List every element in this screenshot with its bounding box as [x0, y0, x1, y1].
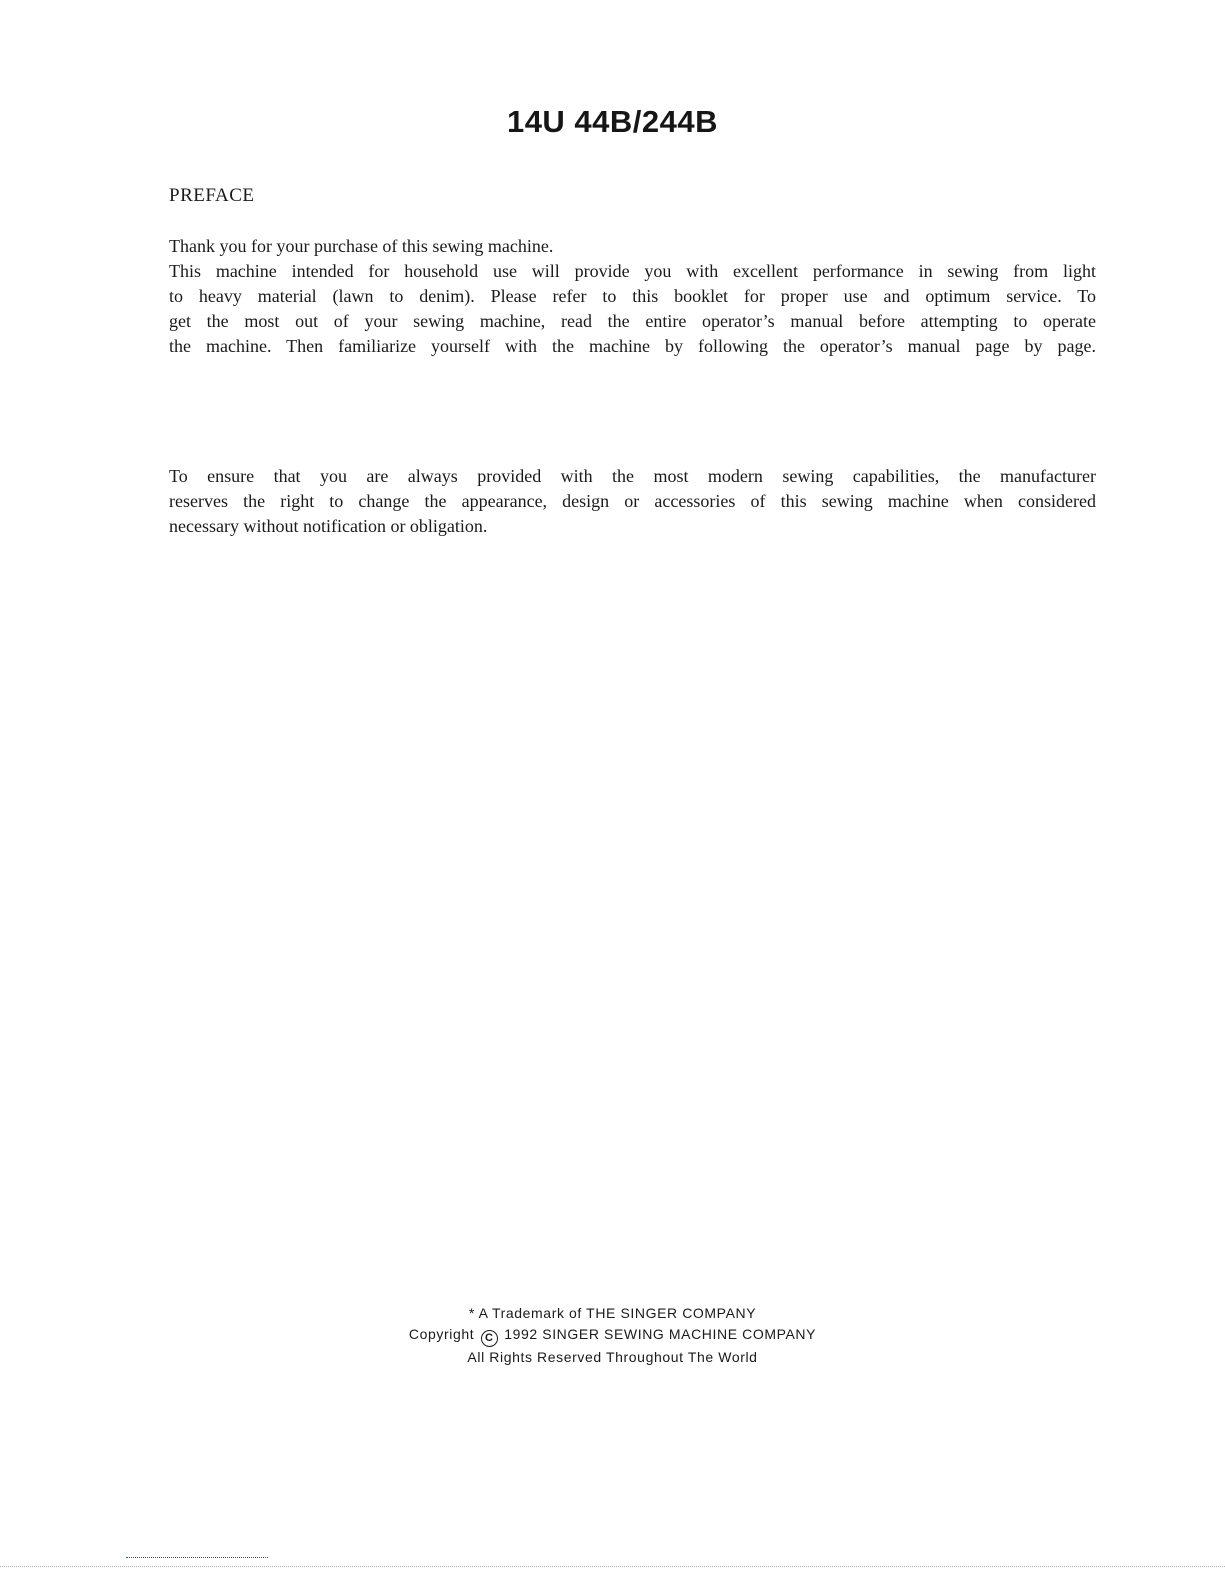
copyright-line — [0, 1324, 1225, 1347]
section-heading-preface: PREFACE — [169, 185, 255, 206]
copyright-icon: C — [481, 1330, 498, 1347]
paragraph-line: To ensure that you are always provided with the most modern sewing capabilities, the manufacturer — [169, 466, 1096, 486]
page-bottom-rule — [0, 1566, 1225, 1567]
copyright-footer — [0, 1303, 1225, 1368]
rights-line: All Rights Reserved Throughout The World — [467, 1349, 758, 1365]
preface-paragraph — [169, 234, 1096, 359]
trademark-line: * A Trademark of THE SINGER COMPANY — [468, 1305, 757, 1321]
paragraph-line: get the most out of your sewing machine, read the entire operator’s manual before attempting to operate — [169, 311, 1096, 331]
model-title: 14U 44B/244B — [506, 104, 719, 139]
copyright-suffix: 1992 SINGER SEWING MACHINE COMPANY — [504, 1326, 817, 1342]
paragraph-line: necessary without notification or obligation. — [169, 516, 488, 536]
paragraph-line: This machine intended for household use will provide you with excellent performance in sewing from light — [169, 261, 1096, 281]
copyright-prefix: Copyright — [408, 1326, 475, 1342]
page-bottom-mark — [126, 1557, 268, 1558]
paragraph-line: reserves the right to change the appearance, design or accessories of this sewing machine when considered — [169, 491, 1096, 511]
disclaimer-paragraph — [169, 464, 1096, 539]
paragraph-line: the machine. Then familiarize yourself with the machine by following the operator’s manual page by page. — [169, 336, 1096, 356]
paragraph-line: Thank you for your purchase of this sewing machine. — [169, 236, 554, 256]
paragraph-line: to heavy material (lawn to denim). Please refer to this booklet for proper use and optimum service. To — [169, 286, 1096, 306]
